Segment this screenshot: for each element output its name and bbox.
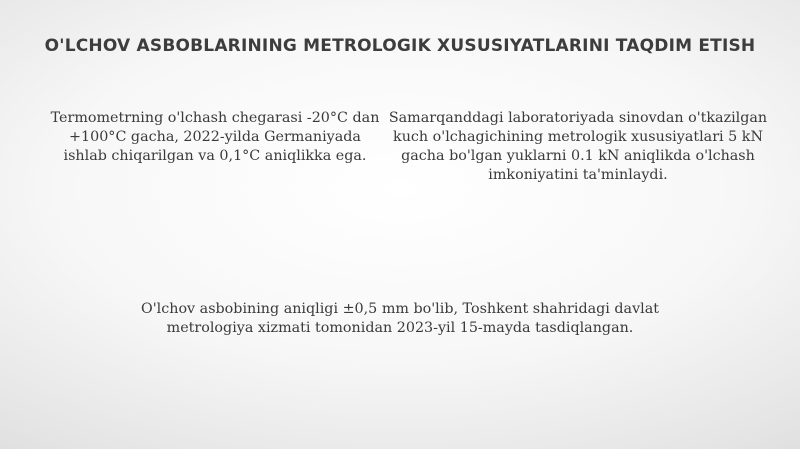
slide-title: O'LCHOV ASBOBLARINING METROLOGIK XUSUSIYATLARINI TAQDIM ETISH	[44, 36, 756, 56]
thermometer-paragraph: Termometrning o'lchash chegarasi -20°C dan +100°C gacha, 2022-yilda Germaniyada ishlab chiqarilgan va 0,1°C aniqlikka ega.	[50, 110, 380, 164]
force-meter-paragraph: Samarqanddagi laboratoriyada sinovdan o'tkazilgan kuch o'lchagichining metrologik xususiyatlari 5 kN gacha bo'lgan yuklarni 0.1 kN aniqlikda o'lchash imkoniyatini ta'minlaydi.	[388, 110, 768, 183]
accuracy-paragraph: O'lchov asbobining aniqligi ±0,5 mm bo'lib, Toshkent shahridagi davlat metrologiya xizmati tomonidan 2023-yil 15-mayda tasdiqlangan.	[141, 301, 659, 336]
